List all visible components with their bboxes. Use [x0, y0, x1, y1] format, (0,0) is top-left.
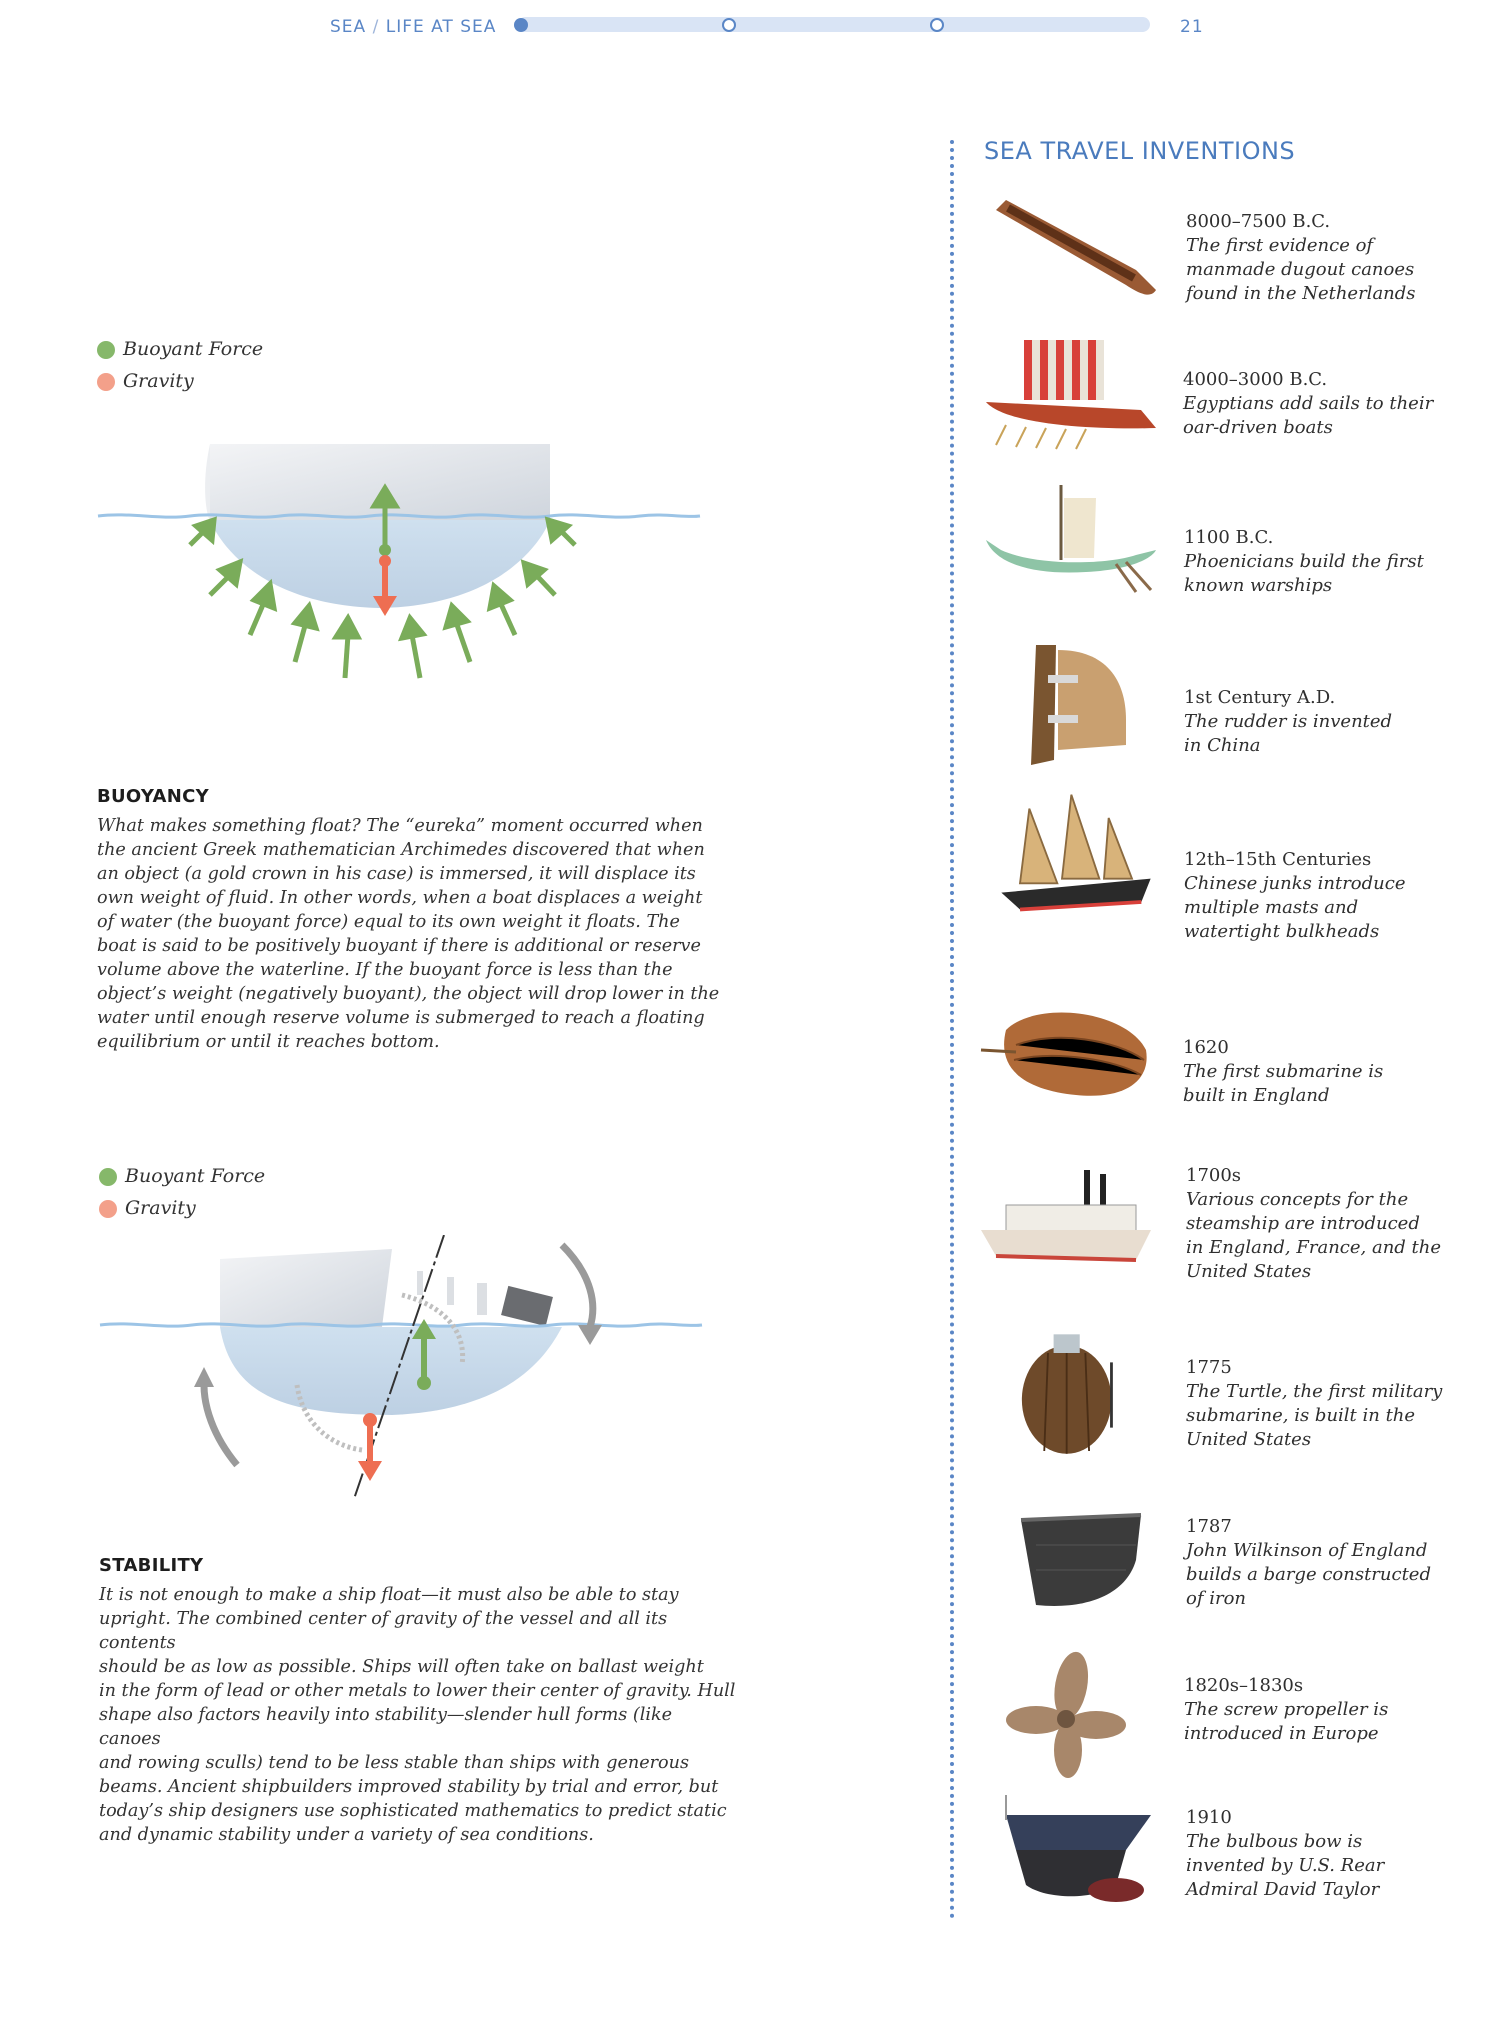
entry-line: The Turtle, the first military	[1186, 1381, 1443, 1402]
timeline-date: 4000–3000 B.C.	[1183, 369, 1328, 390]
page-number: 21	[1180, 17, 1204, 37]
entry-line: The first evidence of	[1186, 235, 1374, 256]
gravity-swatch	[99, 1200, 117, 1218]
entry-line: Admiral David Taylor	[1186, 1879, 1380, 1900]
steamship-icon	[976, 1160, 1176, 1300]
timeline-date: 1775	[1186, 1357, 1232, 1378]
body-line: today’s ship designers use sophisticated mathematics to predict static	[99, 1801, 727, 1821]
gravity-arrow	[358, 1413, 382, 1481]
timeline-date: 1910	[1186, 1807, 1232, 1828]
legend-label: Gravity	[123, 370, 194, 392]
buoyant-force-swatch	[99, 1168, 117, 1186]
entry-line: The rudder is invented	[1184, 711, 1393, 732]
dugout-canoe-icon	[976, 190, 1176, 330]
rotation-arrowhead	[578, 1325, 602, 1345]
progress-marker	[722, 18, 736, 32]
progress-marker	[930, 18, 944, 32]
timeline-entry	[1184, 526, 1454, 598]
timeline-date: 1st Century A.D.	[1184, 687, 1336, 708]
entry-line: United States	[1186, 1261, 1312, 1282]
timeline-entry	[1184, 848, 1454, 944]
timeline-entry	[1184, 686, 1454, 758]
buoyancy-body	[97, 814, 737, 1054]
entry-line: multiple masts and	[1184, 897, 1359, 918]
body-line: equilibrium or until it reaches bottom.	[97, 1032, 440, 1052]
body-line: volume above the waterline. If the buoyant force is less than the	[97, 960, 673, 980]
gravity-swatch	[97, 373, 115, 391]
entry-line: of iron	[1186, 1588, 1247, 1609]
body-line: the ancient Greek mathematician Archimedes discovered that when	[97, 840, 705, 860]
buoyant-force-swatch	[97, 341, 115, 359]
entry-line: watertight bulkheads	[1184, 921, 1380, 942]
legend-gravity	[97, 370, 194, 392]
body-line: in the form of lead or other metals to lower their center of gravity. Hull	[99, 1681, 736, 1701]
entry-line: builds a barge constructed	[1186, 1564, 1431, 1585]
entry-line: The bulbous bow is	[1186, 1831, 1363, 1852]
body-line: boat is said to be positively buoyant if there is additional or reserve	[97, 936, 701, 956]
turtle-submarine-icon	[976, 1325, 1176, 1465]
entry-line: United States	[1186, 1429, 1312, 1450]
waterline	[100, 1324, 702, 1326]
entry-line: manmade dugout canoes	[1186, 259, 1415, 280]
timeline-entry	[1183, 1036, 1453, 1108]
rotation-arrowhead	[194, 1367, 214, 1387]
egyptian-sailboat-icon	[976, 330, 1176, 470]
phoenician-warship-icon	[976, 480, 1176, 620]
entry-line: submarine, is built in the	[1186, 1405, 1416, 1426]
entry-line: Various concepts for the	[1186, 1189, 1409, 1210]
timeline-date: 1787	[1186, 1516, 1232, 1537]
timeline-date: 1620	[1183, 1037, 1229, 1058]
progress-marker-current	[514, 18, 528, 32]
stability-body	[99, 1583, 739, 1847]
entry-line: The first submarine is	[1183, 1061, 1384, 1082]
entry-line: known warships	[1184, 575, 1333, 596]
timeline-entry	[1186, 1515, 1456, 1611]
body-line: own weight of fluid. In other words, when a boat displaces a weight	[97, 888, 703, 908]
body-line: upright. The combined center of gravity of the vessel and all its contents	[99, 1609, 668, 1653]
body-line: water until enough reserve volume is submerged to reach a floating	[97, 1008, 705, 1028]
hull-submerged	[220, 1327, 562, 1415]
entry-line: built in England	[1183, 1085, 1330, 1106]
legend-label: Buoyant Force	[125, 1165, 266, 1187]
timeline-entry	[1186, 210, 1456, 306]
legend-buoyant-force	[97, 338, 263, 360]
buoyancy-heading: BUOYANCY	[97, 786, 209, 807]
legend-gravity-2	[99, 1197, 196, 1219]
body-line: an object (a gold crown in his case) is immersed, it will displace its	[97, 864, 696, 884]
screw-propeller-icon	[976, 1645, 1176, 1785]
entry-line: invented by U.S. Rear	[1186, 1855, 1385, 1876]
hull-edge	[205, 444, 210, 520]
buoyancy-diagram	[90, 430, 710, 720]
body-line: It is not enough to make a ship float—it must also be able to stay	[99, 1585, 679, 1605]
timeline-dotted-rule	[950, 140, 954, 1920]
timeline-date: 8000–7500 B.C.	[1186, 211, 1331, 232]
entry-line: steamship are introduced	[1186, 1213, 1420, 1234]
body-line: shape also factors heavily into stability—slender hull forms (like canoes	[99, 1705, 673, 1749]
entry-line: Egyptians add sails to their	[1183, 393, 1434, 414]
bulbous-bow-ship-icon	[976, 1790, 1176, 1930]
wooden-submarine-icon	[976, 990, 1176, 1130]
entry-line: in England, France, and the	[1186, 1237, 1442, 1258]
body-line: beams. Ancient shipbuilders improved stability by trial and error, but	[99, 1777, 719, 1797]
body-line: What makes something float? The “eureka” moment occurred when	[97, 816, 703, 836]
chinese-junk-icon	[976, 790, 1176, 930]
stability-diagram	[92, 1235, 712, 1515]
legend-label: Gravity	[125, 1197, 196, 1219]
timeline-entry	[1183, 368, 1453, 440]
legend-buoyant-force-2	[99, 1165, 265, 1187]
entry-line: in China	[1184, 735, 1261, 756]
entry-line: John Wilkinson of England	[1186, 1540, 1428, 1561]
subsection-label: LIFE AT SEA	[385, 17, 497, 37]
legend-label: Buoyant Force	[123, 338, 264, 360]
timeline-entry	[1186, 1356, 1456, 1452]
body-line: of water (the buoyant force) equal to its own weight it floats. The	[97, 912, 680, 932]
iron-barge-icon	[976, 1500, 1176, 1640]
entry-line: introduced in Europe	[1184, 1723, 1379, 1744]
hull-above-water	[220, 1249, 392, 1327]
timeline-entry	[1186, 1164, 1456, 1284]
body-line: should be as low as possible. Ships will often take on ballast weight	[99, 1657, 704, 1677]
stability-heading: STABILITY	[99, 1555, 204, 1576]
chapter-progress-track	[518, 17, 1150, 32]
timeline-date: 1100 B.C.	[1184, 527, 1274, 548]
timeline-date: 1700s	[1186, 1165, 1242, 1186]
section-label: SEA	[330, 17, 367, 37]
heeled-hull-ghost	[417, 1271, 553, 1326]
timeline-entry	[1186, 1806, 1456, 1902]
breadcrumb-separator: /	[372, 17, 380, 37]
timeline-entry	[1184, 1674, 1454, 1746]
timeline-date: 1820s–1830s	[1184, 1675, 1304, 1696]
body-line: and dynamic stability under a variety of sea conditions.	[99, 1825, 594, 1845]
hull-above-water	[210, 444, 550, 520]
timeline-title: SEA TRAVEL INVENTIONS	[984, 137, 1296, 165]
entry-line: The screw propeller is	[1184, 1699, 1389, 1720]
entry-line: Phoenicians build the first	[1184, 551, 1424, 572]
body-line: and rowing sculls) tend to be less stable than ships with generous	[99, 1753, 690, 1773]
entry-line: oar-driven boats	[1183, 417, 1333, 438]
rudder-icon	[976, 640, 1176, 780]
timeline-date: 12th–15th Centuries	[1184, 849, 1372, 870]
entry-line: Chinese junks introduce	[1184, 873, 1406, 894]
header-breadcrumb	[330, 17, 496, 37]
entry-line: found in the Netherlands	[1186, 283, 1416, 304]
body-line: object’s weight (negatively buoyant), the object will drop lower in the	[97, 984, 720, 1004]
